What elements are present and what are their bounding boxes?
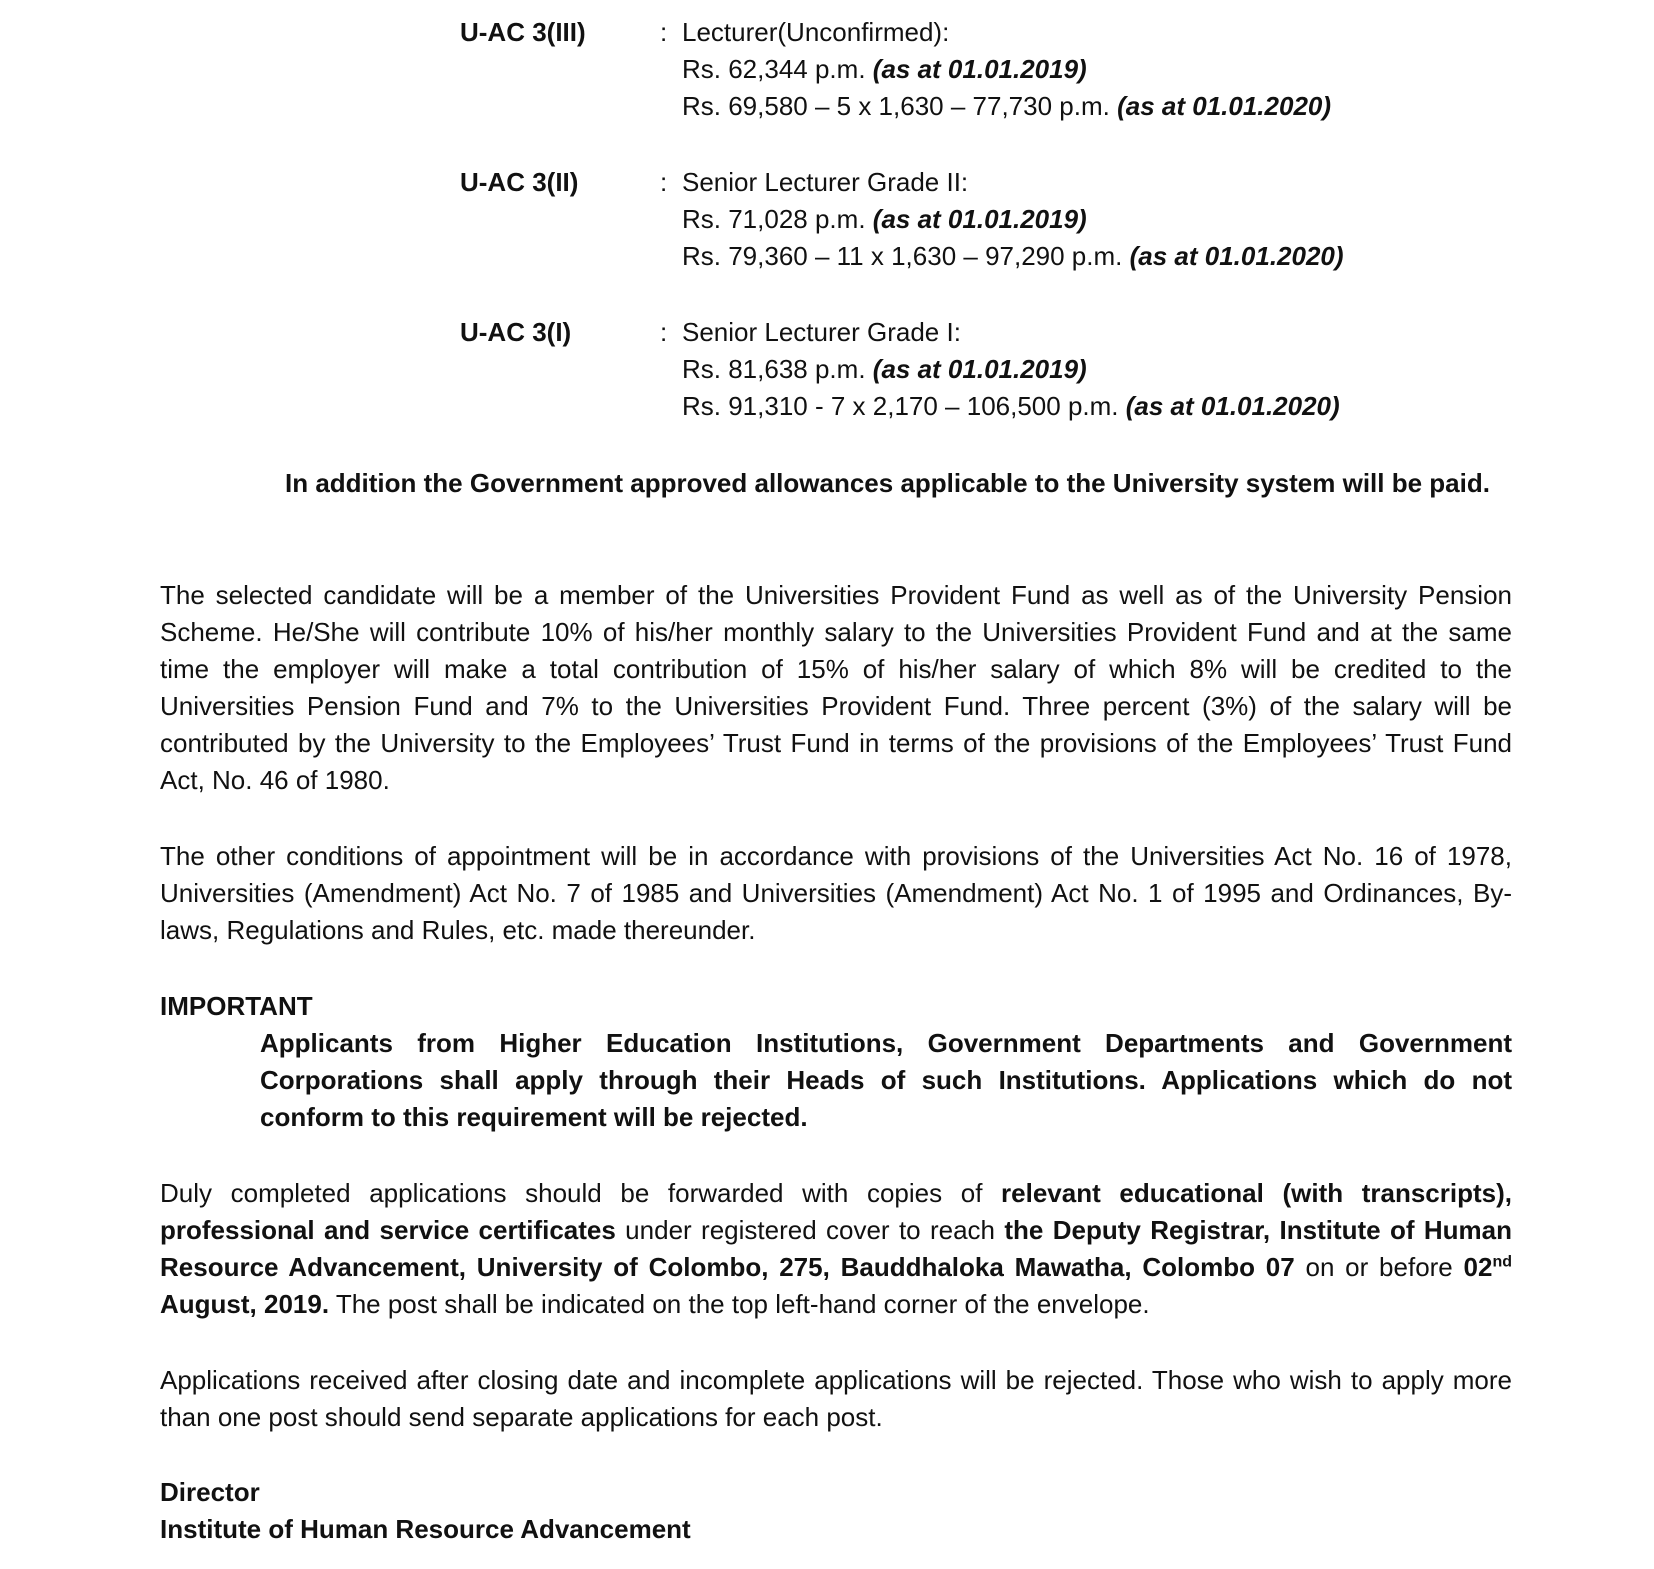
important-text: Applicants from Higher Education Institutions, Government Departments and Government Corporations shall apply through their Heads of such Institutions. Applications which do not conform to this requirement will be rejected. xyxy=(260,1028,1512,1132)
important-heading: IMPORTANT xyxy=(160,991,313,1021)
grade-details xyxy=(682,314,1502,425)
late-applications-paragraph: Applications received after closing date and incomplete applications will be rejected. Those who wish to apply more than one post should send separate applications for each post. xyxy=(160,1365,1512,1432)
salary-line xyxy=(682,51,1502,88)
salary-scale: Rs. 81,638 p.m. xyxy=(682,354,866,384)
postal-address: the Deputy Registrar, Institute of Human Resource Advancement, University of Colombo, 275, Bauddhaloka Mawatha, Colombo 07 xyxy=(160,1215,1512,1282)
submission-text: on or before xyxy=(1294,1252,1464,1282)
grade-details xyxy=(682,164,1502,275)
grade-code: U-AC 3(I) xyxy=(460,317,572,347)
submission-paragraph xyxy=(160,1175,1512,1323)
grade-code: U-AC 3(III) xyxy=(460,17,586,47)
salary-line xyxy=(682,201,1502,238)
salary-scale: Rs. 62,344 p.m. xyxy=(682,54,866,84)
colon: : xyxy=(660,17,668,47)
required-documents: relevant educational (with transcripts), professional and service certificates xyxy=(160,1178,1512,1245)
closing-day: 02 xyxy=(1463,1252,1493,1282)
salary-line xyxy=(682,351,1502,388)
closing-month-year: August, 2019. xyxy=(160,1289,330,1319)
provident-fund-paragraph: The selected candidate will be a member of the Universities Provident Fund as well as of the University Pension Scheme. He/She will contribute 10% of his/her monthly salary to the Universities Provident Fund and at the same time the employer will make a total contribution of 15% of his/her salary of which 8% will be credited to the Universities Pension Fund and 7% to the Universities Provident Fund. Three percent (3%) of the salary will be contributed by the University to the Employees’ Trust Fund in terms of the provisions of the Employees’ Trust Fund Act, No. 46 of 1980. xyxy=(160,580,1512,795)
grade-code: U-AC 3(II) xyxy=(460,167,579,197)
salary-scale: Rs. 91,310 - 7 x 2,170 – 106,500 p.m. xyxy=(682,391,1119,421)
salary-line xyxy=(682,388,1502,425)
salary-line xyxy=(682,88,1502,125)
signatory-role: Director xyxy=(160,1477,260,1507)
salary-scale: Rs. 71,028 p.m. xyxy=(682,204,866,234)
effective-date-note: (as at 01.01.2019) xyxy=(872,54,1087,84)
effective-date-note: (as at 01.01.2019) xyxy=(872,204,1087,234)
effective-date-note: (as at 01.01.2020) xyxy=(1129,241,1344,271)
colon: : xyxy=(660,317,668,347)
effective-date-note: (as at 01.01.2020) xyxy=(1117,91,1332,121)
submission-text: The post shall be indicated on the top left-hand corner of the envelope. xyxy=(329,1289,1150,1319)
grade-title: Lecturer(Unconfirmed): xyxy=(682,17,950,47)
grade-details xyxy=(682,14,1502,125)
grade-title: Senior Lecturer Grade II: xyxy=(682,167,969,197)
grade-title: Senior Lecturer Grade I: xyxy=(682,317,961,347)
submission-text: under registered cover to reach xyxy=(615,1215,1005,1245)
salary-scale: Rs. 79,360 – 11 x 1,630 – 97,290 p.m. xyxy=(682,241,1123,271)
salary-scale: Rs. 69,580 – 5 x 1,630 – 77,730 p.m. xyxy=(682,91,1110,121)
colon: : xyxy=(660,167,668,197)
salary-line xyxy=(682,238,1502,275)
ordinal-suffix: nd xyxy=(1492,1253,1513,1271)
signatory-organization: Institute of Human Resource Advancement xyxy=(160,1514,691,1544)
effective-date-note: (as at 01.01.2020) xyxy=(1125,391,1340,421)
allowances-paragraph: In addition the Government approved allowances applicable to the University system will be paid. xyxy=(285,468,1490,498)
conditions-paragraph: The other conditions of appointment will be in accordance with provisions of the Universities Act No. 16 of 1978, Universities (Amendment) Act No. 7 of 1985 and Universities (Amendment) Act No. 1 of 1995 and Ordinances, By-laws, Regulations and Rules, etc. made thereunder. xyxy=(160,841,1512,945)
effective-date-note: (as at 01.01.2019) xyxy=(872,354,1087,384)
submission-text: Duly completed applications should be forwarded with copies of xyxy=(160,1178,1002,1208)
